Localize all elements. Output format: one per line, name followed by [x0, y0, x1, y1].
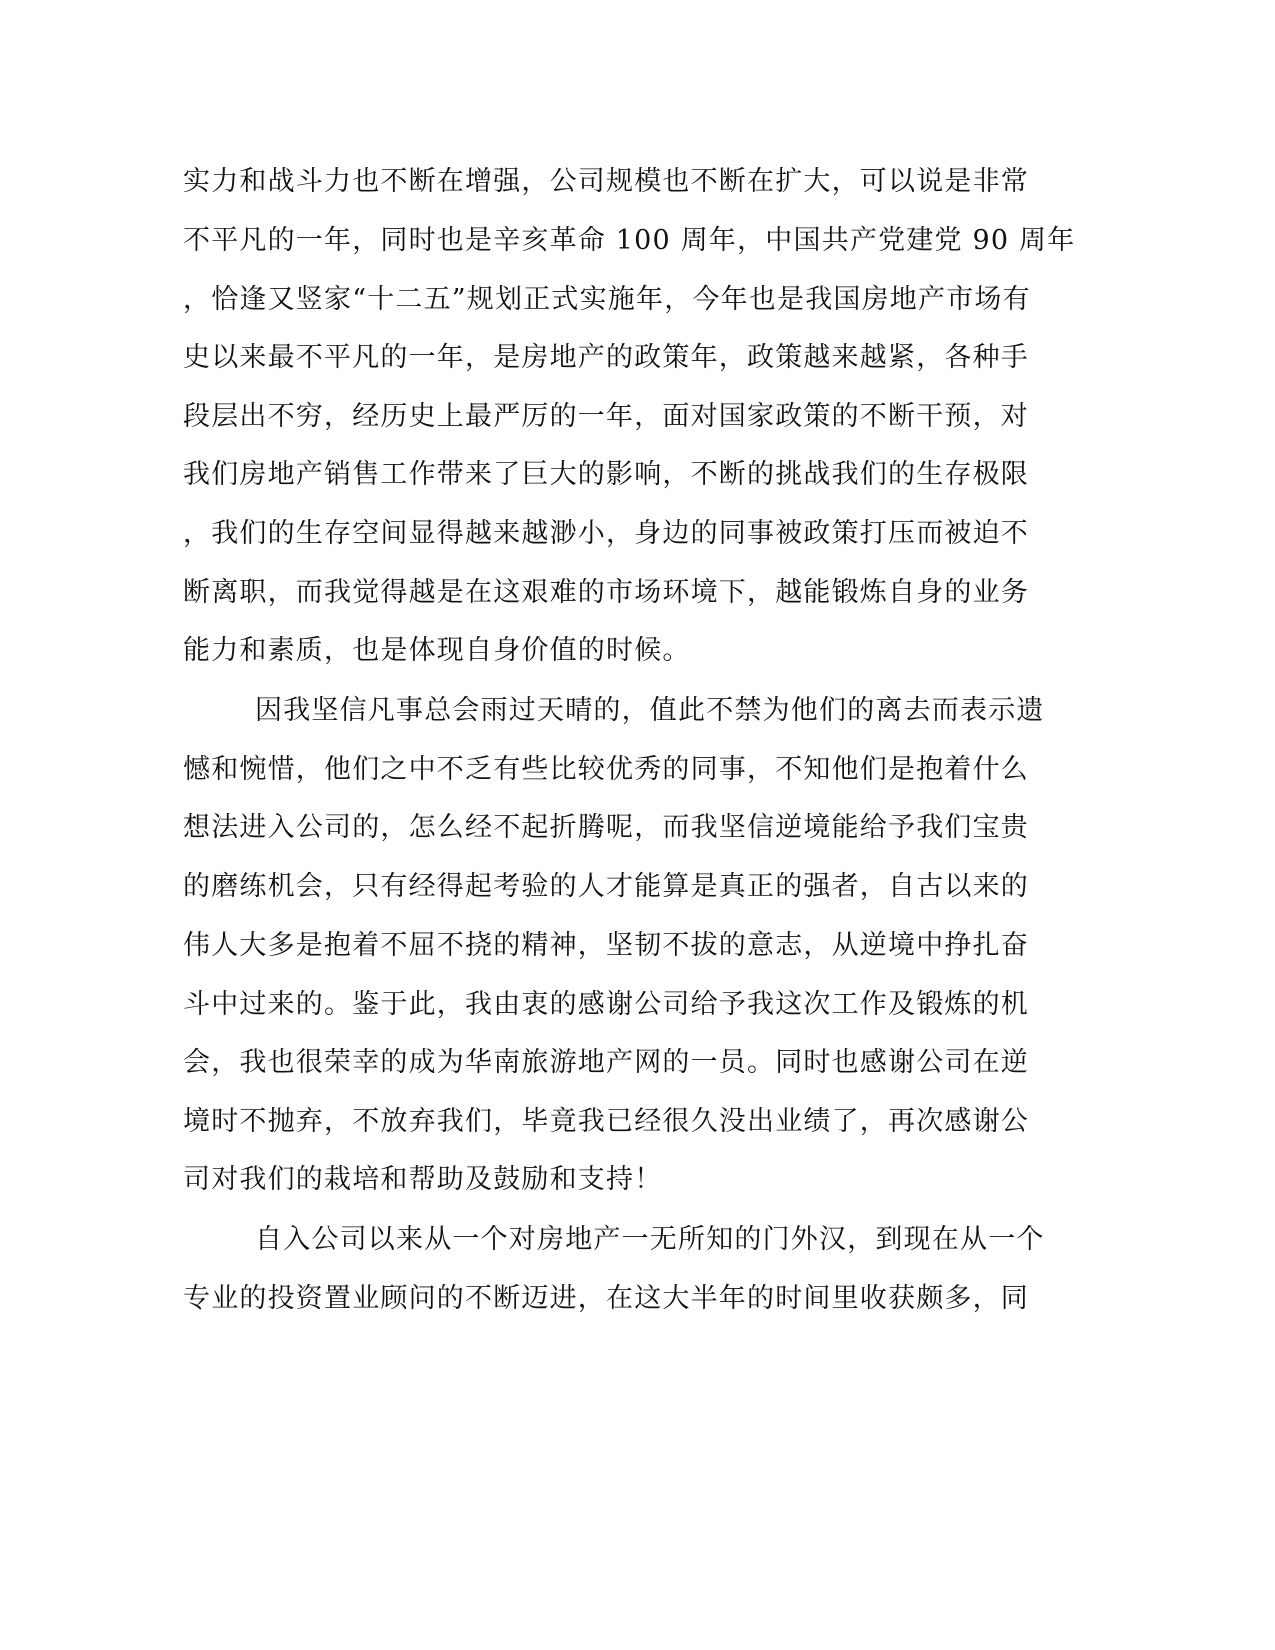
text-line: 的磨练机会，只有经得起考验的人才能算是真正的强者，自古以来的: [183, 871, 1029, 902]
text-line: 段层出不穷，经历史上最严厉的一年，面对国家政策的不断干预，对: [183, 401, 1029, 432]
text-line: 史以来最不平凡的一年，是房地产的政策年，政策越来越紧，各种手: [183, 342, 1029, 373]
text-line: 斗中过来的。鉴于此，我由衷的感谢公司给予我这次工作及锻炼的机: [183, 989, 1029, 1020]
text-line: 实力和战斗力也不断在增强，公司规模也不断在扩大，可以说是非常: [183, 166, 1029, 197]
text-line: 我们房地产销售工作带来了巨大的影响，不断的挑战我们的生存极限: [183, 459, 1029, 490]
text-line: 境时不抛弃，不放弃我们，毕竟我已经很久没出业绩了，再次感谢公: [183, 1106, 1029, 1137]
text-line: ，我们的生存空间显得越来越渺小，身边的同事被政策打压而被迫不: [183, 518, 1029, 549]
text-line: 憾和惋惜，他们之中不乏有些比较优秀的同事，不知他们是抱着什么: [183, 754, 1029, 785]
paragraph-first-line: 自入公司以来从一个对房地产一无所知的门外汉，到现在从一个: [255, 1224, 1045, 1255]
text-line: 能力和素质，也是体现自身价值的时候。: [183, 635, 691, 666]
text-line: 断离职，而我觉得越是在这艰难的市场环境下，越能锻炼自身的业务: [183, 577, 1029, 608]
text-line: 不平凡的一年，同时也是辛亥革命 100 周年，中国共产党建党 90 周年: [183, 225, 1076, 256]
text-line: 专业的投资置业顾问的不断迈进，在这大半年的时间里收获颇多，同: [183, 1283, 1029, 1314]
text-line: ，恰逢又竖家“十二五”规划正式实施年，今年也是我国房地产市场有: [183, 284, 1031, 315]
text-line: 会，我也很荣幸的成为华南旅游地产网的一员。同时也感谢公司在逆: [183, 1047, 1029, 1078]
paragraph-first-line: 因我坚信凡事总会雨过天晴的，值此不禁为他们的离去而表示遗: [255, 695, 1045, 726]
text-line: 想法进入公司的，怎么经不起折腾呢，而我坚信逆境能给予我们宝贵: [183, 812, 1029, 843]
text-line: 司对我们的栽培和帮助及鼓励和支持！: [183, 1164, 663, 1195]
text-line: 伟人大多是抱着不屈不挠的精神，坚韧不拔的意志，从逆境中挣扎奋: [183, 930, 1029, 961]
